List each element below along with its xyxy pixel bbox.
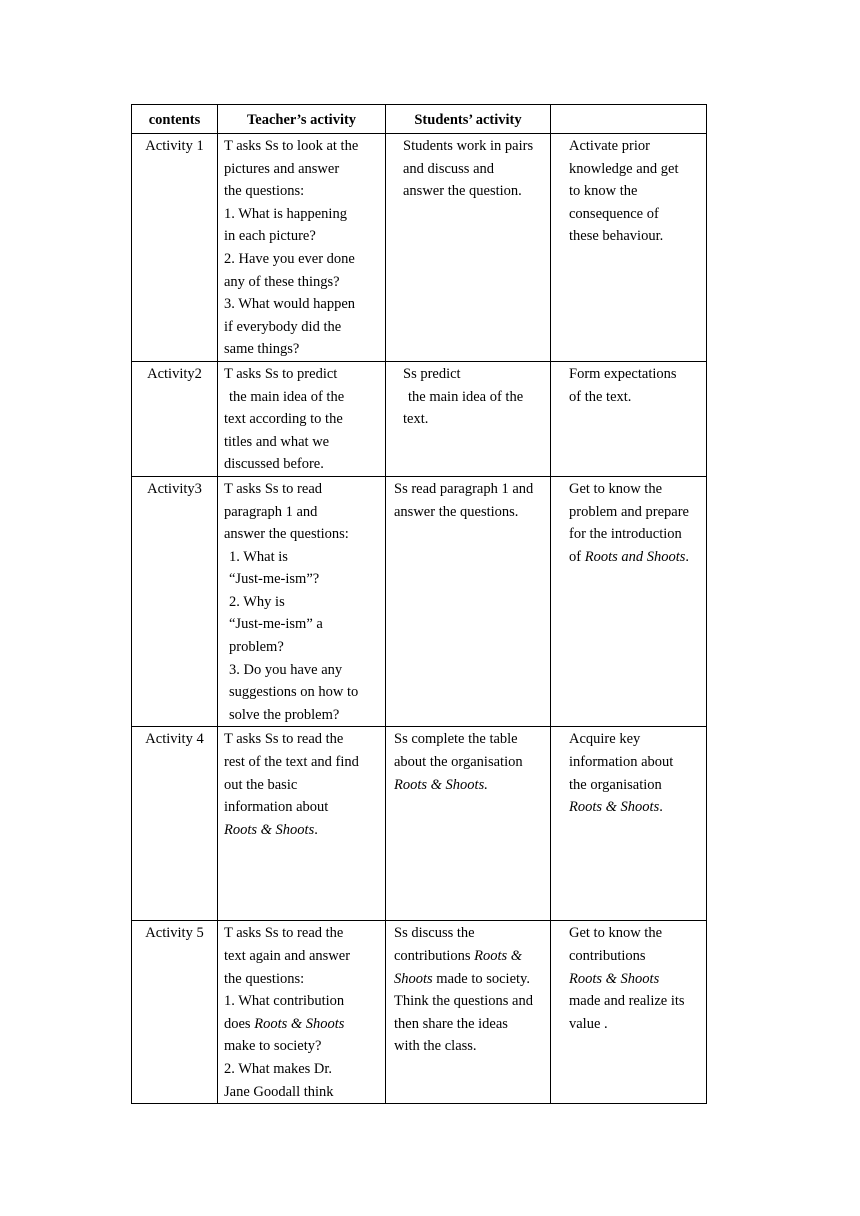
header-teacher-activity: Teacher’s activity [218,105,386,134]
purpose-cell [551,134,707,362]
activity-name: Activity 1 [132,134,218,362]
text-line: solve the problem? [229,706,340,723]
text-line: Ss discuss the [394,925,475,942]
text-line: problem? [229,639,284,656]
text-fragment: does [224,1015,255,1032]
text-line: Jane Goodall think [224,1083,334,1100]
text-line: the questions: [224,183,305,200]
text-line: then share the ideas [394,1015,508,1032]
text-line: text again and answer [224,948,351,965]
text-line: T asks Ss to predict [224,365,338,382]
text-line: and discuss and [403,160,495,177]
text-line: contributions [569,948,646,965]
students-activity-cell [386,361,551,476]
text-line: with the class. [394,1038,477,1055]
text-line: problem and prepare [569,503,689,520]
organisation-name: Roots & Shoots [224,821,315,838]
text-line: information about [569,754,674,771]
text-line: Ss read paragraph 1 and [394,480,534,497]
text-line: 1. What is happening [224,205,347,222]
text-line: pictures and answer [224,160,340,177]
text-line: if everybody did the [224,318,342,335]
text-line: the questions: [224,970,305,987]
text-line: make to society? [224,1038,322,1055]
text-line: information about [224,799,329,816]
text-fragment: . [659,799,663,816]
text-line: about the organisation [394,754,523,771]
text-line: Think the questions and [394,993,533,1010]
text-line: the organisation [569,776,662,793]
text-line: consequence of [569,205,659,222]
text-line: of the text. [569,388,632,405]
organisation-name: Roots & Shoots [254,1015,345,1032]
text-line: 1. What is [229,548,288,565]
text-line: 2. Why is [229,593,285,610]
text-line: value . [569,1015,608,1032]
text-line: to know the [569,183,638,200]
organisation-name: Roots & Shoots. [394,776,488,793]
text-line: “Just-me-ism” a [229,616,323,633]
organisation-name: Roots & [474,948,523,965]
text-line: suggestions on how to [229,684,359,701]
students-activity-cell [386,921,551,1104]
text-line [224,819,379,842]
text-line: Get to know the [569,925,663,942]
organisation-name: Shoots [394,970,433,987]
purpose-cell [551,727,707,921]
text-fragment: . [314,821,318,838]
text-line: made and realize its [569,993,685,1010]
activity-name: Activity 5 [132,921,218,1104]
teacher-activity-cell [218,476,386,727]
teacher-activity-cell [218,727,386,921]
purpose-cell [551,921,707,1104]
organisation-name: Roots & Shoots [569,799,660,816]
text-line: knowledge and get [569,160,679,177]
text-line: answer the questions. [394,503,519,520]
text-line: paragraph 1 and [224,503,318,520]
text-line: titles and what we [224,433,330,450]
text-line: Activate prior [569,138,650,154]
text-line: the main idea of the [229,388,345,405]
text-line [394,968,544,991]
text-fragment: . [685,548,690,565]
text-line: 3. Do you have any [229,661,343,678]
text-line [569,546,700,569]
teacher-activity-cell [218,921,386,1104]
text-line: text. [403,411,429,428]
text-line: T asks Ss to read the [224,731,344,748]
table-row [132,361,707,476]
table-row [132,921,707,1104]
text-line: 2. Have you ever done [224,250,355,267]
activity-name: Activity3 [132,476,218,727]
header-row [132,105,707,134]
header-contents: contents [132,105,218,134]
text-line: Ss predict [403,365,461,382]
text-line [224,1013,379,1036]
text-line: answer the questions: [224,526,349,543]
text-line: Students work in pairs [403,138,534,154]
text-line: out the basic [224,776,298,793]
text-line [394,945,544,968]
text-line: in each picture? [224,228,316,245]
table-row [132,476,707,727]
text-line: Get to know the [569,480,663,497]
organisation-name: Roots & Shoots [569,970,660,987]
text-line: 2. What makes Dr. [224,1061,333,1077]
text-line: Acquire key [569,731,641,748]
text-fragment: of [569,548,585,565]
text-line: 1. What contribution [224,993,345,1010]
text-line: T asks Ss to read [224,480,323,497]
purpose-cell [551,361,707,476]
text-fragment: contributions [394,948,475,965]
table-row [132,134,707,362]
activity-name: Activity 4 [132,727,218,921]
students-activity-cell [386,476,551,727]
text-line: T asks Ss to look at the [224,138,359,154]
purpose-cell [551,476,707,727]
text-line: these behaviour. [569,228,664,245]
teacher-activity-cell [218,361,386,476]
text-line: the main idea of the [408,388,524,405]
students-activity-cell [386,134,551,362]
lesson-plan-table [131,104,707,1104]
text-line: for the introduction [569,526,682,543]
text-line: T asks Ss to read the [224,925,344,942]
text-fragment: made to society. [432,970,530,987]
text-line: discussed before. [224,456,324,473]
header-students-activity: Students’ activity [386,105,551,134]
text-line: text according to the [224,411,343,428]
header-purpose [551,105,707,134]
text-line: any of these things? [224,273,340,290]
table-row [132,727,707,921]
text-line: rest of the text and find [224,754,359,771]
text-line: Form expectations [569,365,677,382]
activity-name: Activity2 [132,361,218,476]
text-line [569,796,700,819]
text-line: “Just-me-ism”? [229,571,320,588]
text-line: same things? [224,341,300,358]
text-line: answer the question. [403,183,522,200]
organisation-name: Roots and Shoots [584,548,686,565]
students-activity-cell [386,727,551,921]
text-line: Ss complete the table [394,731,518,748]
teacher-activity-cell [218,134,386,362]
text-line: 3. What would happen [224,296,356,313]
